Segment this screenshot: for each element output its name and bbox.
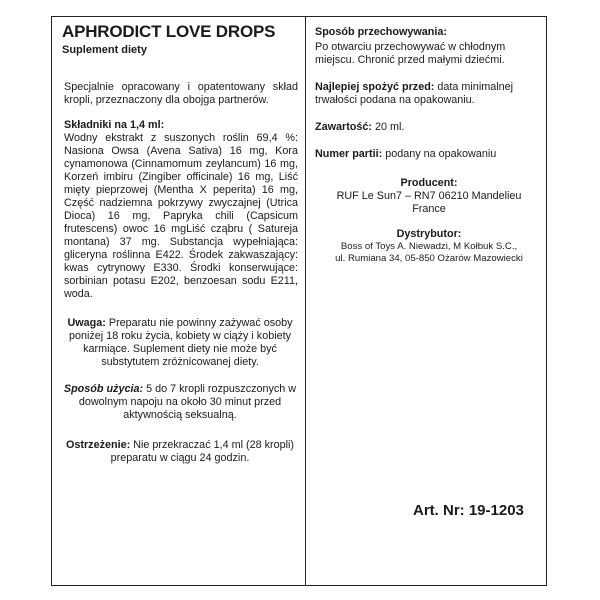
- caution-label: Ostrzeżenie:: [65, 439, 131, 451]
- producer-section: [315, 177, 543, 216]
- ingredients-heading: Składniki na 1,4 ml:: [64, 119, 165, 131]
- best-before-text: data minimalnej trwałości podana na opakowaniu.: [315, 81, 514, 106]
- batch-value: podany na opakowaniu: [385, 148, 497, 160]
- distributor-line-2: ul. Rumiana 34, 05-850 Ożarów Mazowiecki: [335, 253, 523, 264]
- producer-line-2: France: [412, 203, 446, 215]
- best-before-label: Najlepiej spożyć przed:: [315, 81, 435, 93]
- article-number: Art. Nr: 19-1203: [413, 502, 524, 519]
- warning-text: Preparatu nie powinny zażywać osoby poniżej 18 roku życia, kobiety w ciąży i kobiety karmiące. Suplement diety nie może być substytutem zróżnicowanej diety.: [68, 317, 293, 368]
- producer-line-1: RUF Le Sun7 – RN7 06210 Mandelieu: [336, 190, 522, 202]
- warning-section: [62, 317, 298, 369]
- product-title: APHRODICT LOVE DROPS: [62, 22, 276, 41]
- distributor-line-1: Boss of Toys A. Niewadzi, M Kołbuk S.C.,: [340, 241, 518, 252]
- left-column: [62, 22, 298, 465]
- caution-text: Nie przekraczać 1,4 ml (28 kropli) preparatu w ciągu 24 godzin.: [110, 439, 294, 464]
- product-intro: Specjalnie opracowany i opatentowany skład kropli, przeznaczony dla obojga partnerów.: [64, 81, 298, 106]
- usage-label: Sposób użycia:: [63, 383, 144, 395]
- storage-section: [315, 26, 543, 67]
- usage-text: 5 do 7 kropli rozpuszczonych w dowolnym napoju na około 30 minut przed aktywnością seksualną.: [78, 383, 297, 421]
- contents-value: 20 ml.: [375, 121, 405, 133]
- producer-label: Producent:: [400, 177, 458, 189]
- right-column: [315, 26, 543, 265]
- column-divider: [305, 16, 306, 586]
- batch-label: Numer partii:: [315, 148, 383, 160]
- warning-label: Uwaga:: [67, 317, 106, 329]
- batch-section: [315, 148, 543, 161]
- distributor-section: [315, 228, 543, 265]
- usage-section: [62, 383, 298, 422]
- contents-label: Zawartość:: [315, 121, 372, 133]
- distributor-label: Dystrybutor:: [396, 228, 462, 240]
- best-before-section: [315, 81, 543, 107]
- storage-text: Po otwarciu przechowywać w chłodnym miejscu. Chronić przed małymi dziećmi.: [315, 41, 506, 66]
- storage-label: Sposób przechowywania:: [315, 26, 447, 38]
- ingredients-text: Wodny ekstrakt z suszonych roślin 69,4 %: Nasiona Owsa (Avena Sativa) 16 mg, Kora cynamonowa (Cinnamomum zeylancum) 16 mg, Korzeń imbiru (Zingiber officinale) 16 mg, Liść mięty pieprzowej (Mentha X peperita) 16 mg, Część nadziemna pokrzywy zwyczajnej (Utrica Dioca) 16 mg, Papryka chili (Capsicum frutescens) owoc 16 mgLiść cząbru ( Satureja montana) 37 mg. Substancja wypełniająca: gliceryna roślinna E422. Środek zakwaszający: kwas cytrynowy E330. Środki konserwujące: sorbinian potasu E202, benzoesan sodu E211, woda.: [64, 132, 298, 300]
- contents-section: [315, 121, 543, 134]
- caution-section: [62, 439, 298, 465]
- product-subtitle: Suplement diety: [62, 44, 147, 56]
